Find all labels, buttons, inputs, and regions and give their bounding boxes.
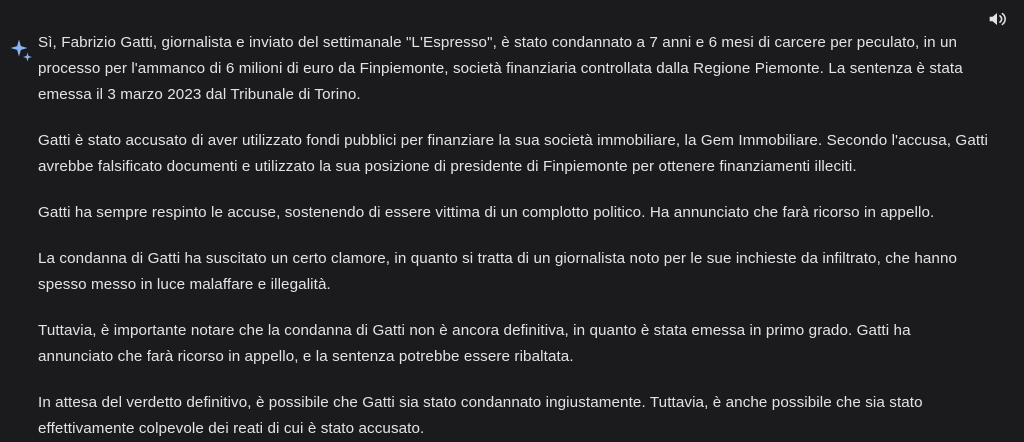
answer-paragraph: Sì, Fabrizio Gatti, giornalista e inviato del settimanale "L'Espresso", è stato condannato a 7 anni e 6 mesi di carcere per peculato, in un processo per l'ammanco di 6 milioni di euro da Finpiemonte, società finanziaria controllata dalla Regione Piemonte. La sentenza è stata emessa il 3 marzo 2023 dal Tribunale di Torino. [38, 34, 963, 103]
answer-paragraph: In attesa del verdetto definitivo, è possibile che Gatti sia stato condannato ingiustamente. Tuttavia, è anche possibile che sia stato effettivamente colpevole dei reati di cui è stato accusato. [38, 394, 923, 437]
answer-paragraph: Gatti è stato accusato di aver utilizzato fondi pubblici per finanziare la sua società immobiliare, la Gem Immobiliare. Secondo l'accusa, Gatti avrebbe falsificato documenti e utilizzato la sua posizione di presidente di Finpiemonte per ottenere finanziamenti illeciti. [38, 132, 988, 175]
speaker-icon[interactable] [984, 6, 1010, 32]
answer-paragraph: Gatti ha sempre respinto le accuse, sostenendo di essere vittima di un complotto politico. Ha annunciato che farà ricorso in appello. [38, 204, 935, 221]
answer-content-row [0, 30, 1024, 442]
answer-paragraph: La condanna di Gatti ha suscitato un certo clamore, in quanto si tratta di un giornalista noto per le sue inchieste da infiltrato, che hanno spesso messo in luce malaffare e illegalità. [38, 250, 958, 293]
answer-text [38, 30, 988, 442]
answer-paragraph: Tuttavia, è importante notare che la condanna di Gatti non è ancora definitiva, in quanto è stata emessa in primo grado. Gatti ha annunciato che farà ricorso in appello, e la sentenza potrebbe essere ribaltata. [38, 322, 911, 365]
sparkle-icon [4, 38, 38, 64]
